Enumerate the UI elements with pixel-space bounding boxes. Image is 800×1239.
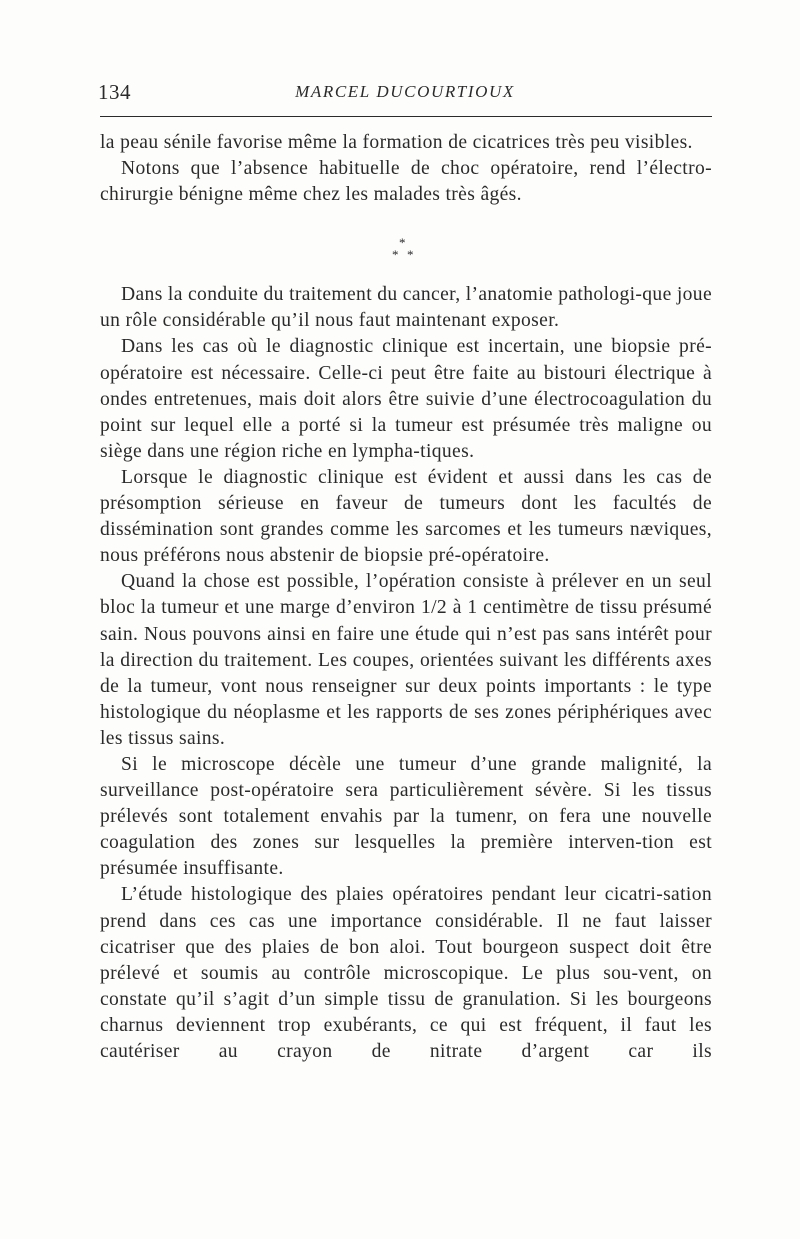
paragraph: Dans les cas où le diagnostic clinique est incertain, une biopsie pré-opératoire est nécessaire. Celle-ci peut être faite au bistouri électrique à ondes entretenues, mais doit alors être suivie d’une électrocoagulation du point sur lequel elle a porté si la tumeur est présumée très maligne ou siège dans une région riche en lympha-tiques. <box>100 336 712 462</box>
asterism-star: * <box>399 235 406 251</box>
page-number: 134 <box>98 80 131 104</box>
paragraph: Lorsque le diagnostic clinique est évident et aussi dans les cas de présomption sérieuse en faveur de tumeurs dont les facultés de dissémination sont grandes comme les sarcomes et les tumeurs næviques, nous préférons nous abstenir de biopsie pré-opératoire. <box>100 466 712 567</box>
paragraph: Notons que l’absence habituelle de choc opératoire, rend l’électro-chirurgie bénigne même chez les malades très âgés. <box>100 158 712 206</box>
section-break-asterism <box>100 208 712 282</box>
body-text <box>100 130 712 1065</box>
paragraph: la peau sénile favorise même la formation de cicatrices très peu visibles. <box>100 132 693 153</box>
paragraph: Quand la chose est possible, l’opération consiste à prélever en un seul bloc la tumeur et une marge d’environ 1/2 à 1 centimètre de tissu présumé sain. Nous pouvons ainsi en faire une étude qui n’est pas sans intérêt pour la direction du traitement. Les coupes, orientées suivant les différents axes de la tumeur, vont nous renseigner sur deux points importants : le type histologique du néoplasme et les rapports de ses zones périphériques avec les tissus sains. <box>100 571 712 749</box>
asterism-star: * <box>392 247 399 263</box>
paragraph: L’étude histologique des plaies opératoires pendant leur cicatri-sation prend dans ces cas une importance considérable. Il ne faut laisser cicatriser que des plaies de bon aloi. Tout bourgeon suspect doit être prélevé et soumis au contrôle microscopique. Le plus sou-vent, on constate qu’il s’agit d’un simple tissu de granulation. Si les bourgeons charnus deviennent trop exubérants, ce qui est fréquent, il faut les cautériser au crayon de nitrate d’argent car ils <box>100 884 712 1062</box>
paragraph: Dans la conduite du traitement du cancer, l’anatomie pathologi-que joue un rôle considérable qu’il nous faut maintenant exposer. <box>100 284 712 332</box>
asterism-star: * <box>407 247 414 263</box>
paragraph: Si le microscope décèle une tumeur d’une grande malignité, la surveillance post-opératoire sera particulièrement sévère. Si les tissus prélevés sont totalement envahis par la tumenr, on fera une nouvelle coagulation des zones sur lesquelles la première interven-tion est présumée insuffisante. <box>100 753 712 880</box>
running-head <box>98 80 712 116</box>
running-title: MARCEL DUCOURTIOUX <box>295 82 515 101</box>
header-rule <box>100 116 712 117</box>
